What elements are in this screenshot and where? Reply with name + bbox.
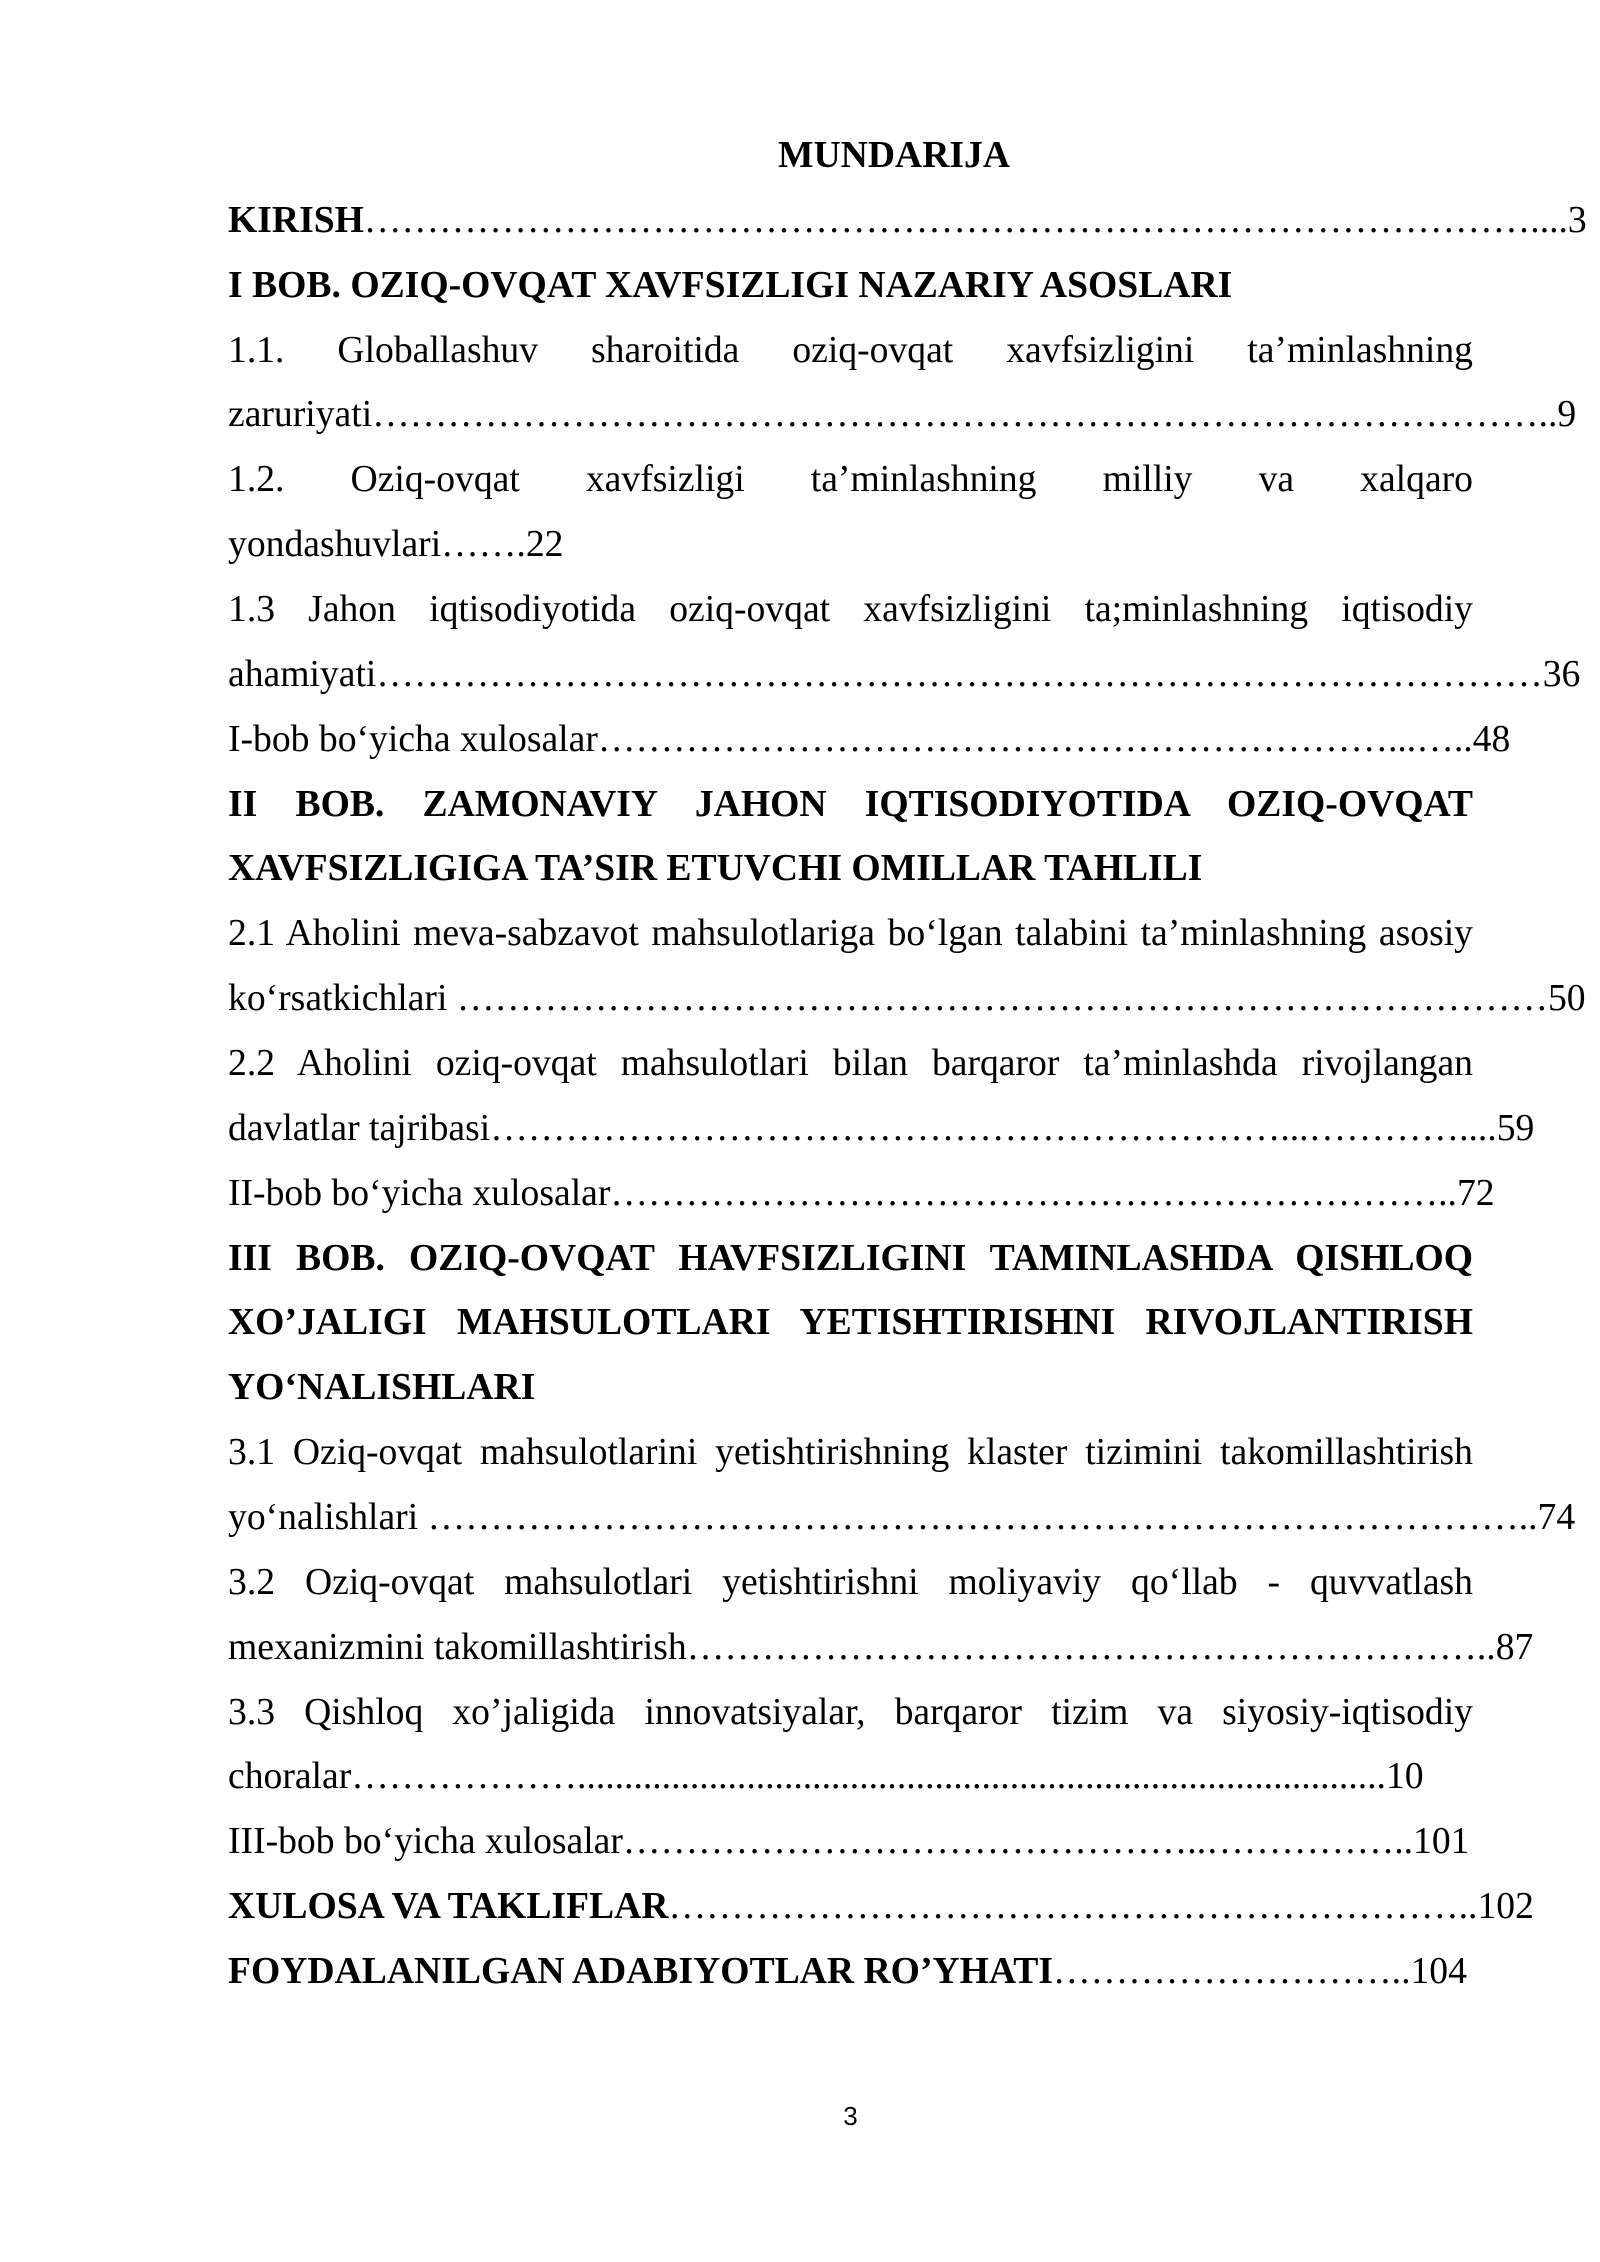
toc-entry-text: 3.3 Qishloq xo’jaligida innovatsiyalar, barqaror tizim va siyosiy-iqtisodiy: [228, 1690, 1473, 1733]
toc-line: [228, 577, 1473, 642]
toc-leader-dots: ………………………………………………………..: [668, 1885, 1478, 1928]
toc-page-ref: 102: [1477, 1885, 1534, 1928]
toc-leader-dots: ……………………………………………………………………………: [447, 977, 1548, 1020]
toc-leader-dots: ………………………………………..……………..: [622, 1820, 1414, 1863]
toc-leader-dots: ………………………………………………………..: [686, 1625, 1496, 1668]
toc-line: [228, 382, 1577, 447]
toc-entry-text: mexanizmini takomillashtirish: [228, 1625, 687, 1668]
toc-page-ref: 74: [1537, 1496, 1576, 1539]
toc-entry: [228, 188, 1587, 253]
toc-entry-text: FOYDALANILGAN ADABIYOTLAR RO’YHATI: [228, 1950, 1054, 1993]
toc-entry: [228, 1939, 1473, 2004]
toc-entry-text: 1.1. Globallashuv sharoitida oziq-ovqat xavfsizligini ta’minlashning: [228, 328, 1473, 371]
toc-line: [228, 512, 1473, 577]
toc-leader-dots: ………………......................................................................................: [351, 1755, 1386, 1798]
toc-leader-dots: ………………………………………………………...…..: [597, 717, 1473, 760]
toc-entry-text: 2.2 Aholini oziq-ovqat mahsulotlari bilan barqaror ta’minlashda rivojlangan: [228, 1042, 1473, 1085]
toc-leader-dots: …………………………………………………………………………………..: [372, 393, 1558, 436]
toc-entry: [228, 901, 1586, 1031]
toc-entry: [228, 1226, 1473, 1421]
toc-entry-text: XO’JALIGI MAHSULOTLARI YETISHTIRISHNI RIVOJLANTIRISH: [228, 1301, 1473, 1344]
toc-entry: [228, 1809, 1473, 1874]
toc-entry: [228, 772, 1473, 902]
toc-page-ref: 9: [1557, 393, 1577, 436]
toc-entry: [228, 253, 1473, 318]
toc-line: [228, 1226, 1473, 1291]
toc-leader-dots: …………………………………………………………..: [610, 1171, 1457, 1214]
toc-line: [228, 188, 1587, 253]
toc-line: [228, 836, 1473, 901]
toc-entry-text: 1.2. Oziq-ovqat xavfsizligi ta’minlashning milliy va xalqaro: [228, 458, 1473, 501]
toc-entry-text: III BOB. OZIQ-OVQAT HAVFSIZLIGINI TAMINLASHDA QISHLOQ: [228, 1236, 1473, 1279]
toc-line: [228, 1874, 1534, 1939]
toc-entry-text: YO‘NALISHLARI: [228, 1366, 536, 1409]
toc-entry-text: davlatlar tajribasi: [228, 1106, 491, 1149]
toc-line: [228, 253, 1473, 318]
toc-page-ref: 59: [1496, 1106, 1535, 1149]
toc-page-ref: 104: [1410, 1950, 1467, 1993]
toc-line: [228, 772, 1473, 837]
toc-line: [228, 1809, 1473, 1874]
toc-line: [228, 1031, 1473, 1096]
toc-entry: [228, 1031, 1535, 1161]
toc-line: [228, 1680, 1473, 1745]
toc-leader-dots: …….: [441, 523, 526, 566]
toc-entry-text: XULOSA VA TAKLIFLAR: [228, 1885, 669, 1928]
toc-line: [228, 707, 1511, 772]
toc-line: [228, 1615, 1534, 1680]
toc-line: [228, 1485, 1576, 1550]
toc-entry-text: yo‘nalishlari: [228, 1496, 419, 1539]
toc-entry-text: yondashuvlari: [228, 523, 442, 566]
toc-line: [228, 1161, 1495, 1226]
toc-entry-text: II-bob bo‘yicha xulosalar: [228, 1171, 611, 1214]
table-of-contents: [228, 123, 1587, 2004]
toc-line: [228, 1744, 1473, 1809]
toc-line: [228, 966, 1586, 1031]
toc-line: [228, 1096, 1535, 1161]
toc-entry-text: II BOB. ZAMONAVIY JAHON IQTISODIYOTIDA OZIQ-OVQAT: [228, 782, 1473, 825]
toc-entry-text: ahamiyati: [228, 652, 377, 695]
toc-page-ref: 3: [1567, 198, 1587, 241]
toc-entry: [228, 707, 1511, 772]
toc-entry: [228, 1874, 1534, 1939]
toc-entry-text: zaruriyati: [228, 393, 373, 436]
toc-line: [228, 1550, 1473, 1615]
toc-line: [228, 1939, 1473, 2004]
toc-entry-text: XAVFSIZLIGIGA TA’SIR ETUVCHI OMILLAR TAHLILI: [228, 847, 1203, 890]
toc-entry: [228, 577, 1581, 707]
toc-leader-dots: ………………………………………………………...…………....: [490, 1106, 1497, 1149]
toc-entry-text: I BOB. OZIQ-OVQAT XAVFSIZLIGI NAZARIY ASOSLARI: [228, 263, 1233, 306]
toc-page-ref: 10: [1385, 1755, 1424, 1798]
toc-entry: [228, 1161, 1495, 1226]
toc-leader-dots: …………………………………………………………………………………: [376, 652, 1543, 695]
toc-entry: [228, 1550, 1534, 1680]
toc-line: [228, 1420, 1473, 1485]
toc-entry-text: ko‘rsatkichlari: [228, 977, 448, 1020]
toc-entry-text: KIRISH: [228, 198, 364, 241]
toc-leader-dots: …………………………………………………………………………………....: [363, 198, 1568, 241]
toc-leader-dots: ……………………………………………………………………………..: [418, 1496, 1538, 1539]
toc-entry-text: I-bob bo‘yicha xulosalar: [228, 717, 598, 760]
toc-page-ref: 22: [525, 523, 564, 566]
toc-entry-text: 3.2 Oziq-ovqat mahsulotlari yetishtirishni moliyaviy qo‘llab - quvvatlash: [228, 1560, 1473, 1603]
toc-entry: [228, 447, 1473, 577]
toc-entry: [228, 1420, 1576, 1550]
toc-line: [228, 901, 1473, 966]
toc-entry-text: 2.1 Aholini meva-sabzavot mahsulotlariga bo‘lgan talabini ta’minlashning asosiy: [228, 912, 1473, 955]
toc-leader-dots: ………………………..: [1053, 1950, 1411, 1993]
toc-heading: MUNDARIJA: [778, 134, 1010, 176]
toc-line: [228, 447, 1473, 512]
toc-entry-text: III-bob bo‘yicha xulosalar: [228, 1820, 623, 1863]
toc-line: [228, 642, 1581, 707]
toc-entry: [228, 318, 1577, 448]
toc-page-ref: 72: [1456, 1171, 1495, 1214]
toc-entry-text: 3.1 Oziq-ovqat mahsulotlarini yetishtirishning klaster tizimini takomillashtirish: [228, 1431, 1473, 1474]
toc-line: [228, 1355, 1473, 1420]
toc-page-ref: 36: [1542, 652, 1581, 695]
toc-page-ref: 50: [1547, 977, 1586, 1020]
toc-line: [228, 318, 1473, 383]
page-number: 3: [843, 2101, 858, 2131]
toc-page-ref: 101: [1413, 1820, 1470, 1863]
toc-entry-text: choralar: [228, 1755, 352, 1798]
toc-entry-text: 1.3 Jahon iqtisodiyotida oziq-ovqat xavfsizligini ta;minlashning iqtisodiy: [228, 588, 1473, 631]
toc-entry: [228, 1680, 1473, 1810]
toc-page-ref: 87: [1495, 1625, 1534, 1668]
toc-page-ref: 48: [1472, 717, 1511, 760]
toc-list: [228, 188, 1587, 2004]
toc-line: [228, 1290, 1473, 1355]
